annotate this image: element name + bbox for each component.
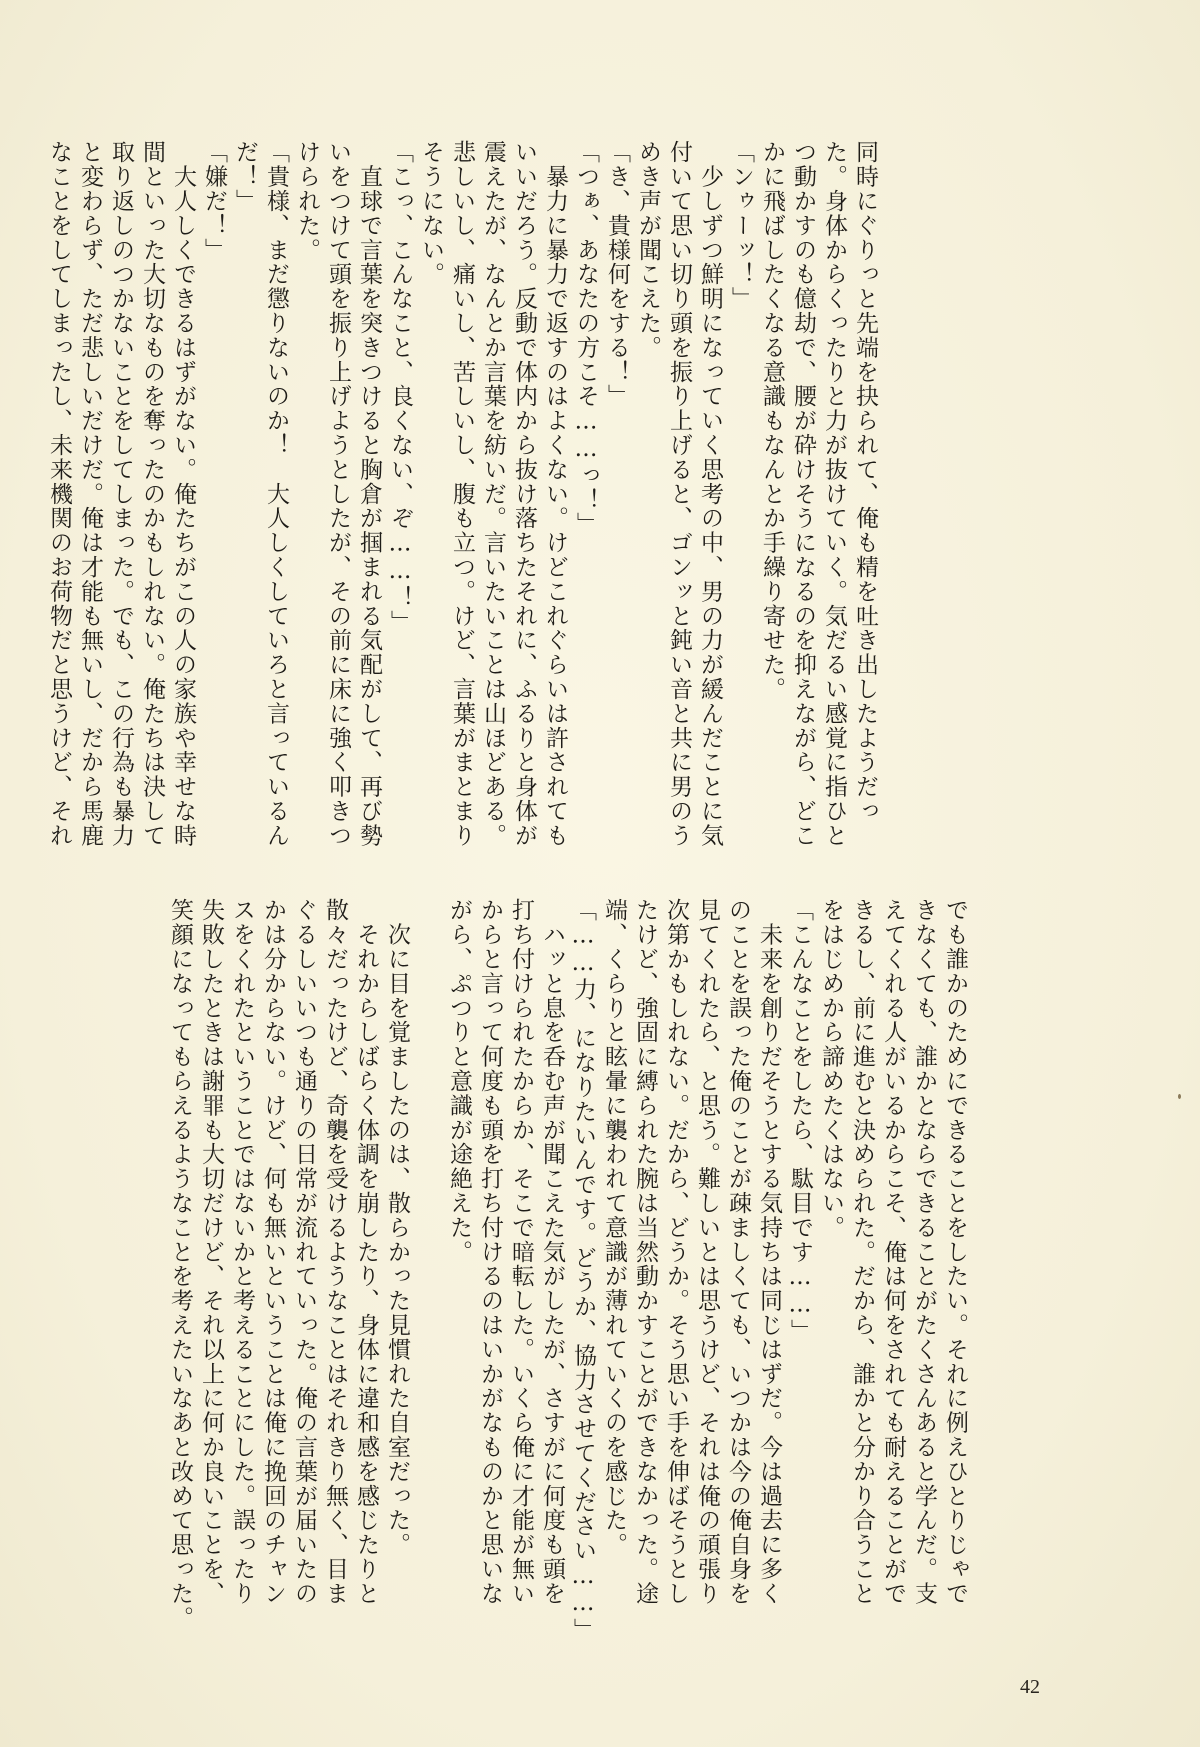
text-line: 散々だったけど、奇襲を受けるようなことはそれきり無く、目ま xyxy=(322,898,348,1606)
text-line: 直球で言葉を突きつけると胸倉が掴まれる気配がして、再び勢 xyxy=(356,140,382,848)
text-line: 間といった大切なものを奪ったのかもしれない。俺たちは決して xyxy=(139,140,165,848)
text-line: 「……力、になりたいんです。どうか、協力させてください……」 xyxy=(570,898,596,1642)
text-line: 「ンゥーッ！」 xyxy=(728,140,754,311)
text-line: 大人しくできるはずがない。俺たちがこの人の家族や幸せな時 xyxy=(170,140,196,848)
text-line: 「嫌だ！」 xyxy=(201,140,227,262)
text-line: ぐるしいいつも通りの日常が流れていった。俺の言葉が届いたの xyxy=(291,898,317,1606)
text-line: た。身体からくったりと力が抜けていく。気だるい感覚に指ひと xyxy=(821,140,847,848)
text-line: のことを誤った俺のことが疎ましくても、いつかは今の俺自身を xyxy=(725,898,751,1606)
text-line: 未来を創りだそうとする気持ちは同じはずだ。今は過去に多く xyxy=(756,898,782,1606)
text-line: と変わらず、ただ悲しいだけだ。俺は才能も無いし、だから馬鹿 xyxy=(77,140,103,848)
text-line: それからしばらく体調を崩したり、身体に違和感を感じたりと xyxy=(353,898,379,1606)
text-line: 少しずつ鮮明になっていく思考の中、男の力が緩んだことに気 xyxy=(697,140,723,848)
text-line: をはじめから諦めたくはない。 xyxy=(818,898,844,1240)
text-line: かは分からない。けど、何も無いということは俺に挽回のチャン xyxy=(260,898,286,1606)
text-line: 見てくれたら、と思う。難しいとは思うけど、それは俺の頑張り xyxy=(694,898,720,1606)
text-line: 打ち付けられたからか、そこで暗転した。いくら俺に才能が無い xyxy=(508,898,534,1606)
text-line: 「つぁ、あなたの方こそ……っ！」 xyxy=(573,140,599,537)
paper-speck xyxy=(1178,1094,1181,1099)
text-line: きなくても、誰かとならできることがたくさんあると学んだ。支 xyxy=(911,898,937,1606)
text-line: たけど、強固に縛られた腕は当然動かすことができなかった。途 xyxy=(632,898,658,1606)
top-text-column xyxy=(46,140,880,848)
text-line: いをつけて頭を振り上げようとしたが、その前に床に強く叩きつ xyxy=(325,140,351,848)
text-line: 「き、貴様何をする！」 xyxy=(604,140,630,409)
text-line: けられた。 xyxy=(294,140,320,262)
blank-line xyxy=(412,898,443,1578)
text-line: そうにない。 xyxy=(418,140,444,287)
text-line: がら、ぷつりと意識が途絶えた。 xyxy=(446,898,472,1264)
bottom-text-column xyxy=(110,898,970,1642)
text-line: 付いて思い切り頭を振り上げると、ゴンッと鈍い音と共に男のう xyxy=(666,140,692,848)
text-line: スをくれたということではないかと考えることにした。誤ったり xyxy=(229,898,255,1606)
text-line: 取り返しのつかないことをしてしまった。でも、この行為も暴力 xyxy=(108,140,134,848)
text-line: 「こっ、こんなこと、良くない、ぞ……！」 xyxy=(387,140,413,634)
text-line: ハッと息を呑む声が聞こえた気がしたが、さすがに何度も頭を xyxy=(539,898,565,1606)
text-line: きるし、前に進むと決められた。だから、誰かと分かり合うこと xyxy=(849,898,875,1606)
text-line: 笑顔になってもらえるようなことを考えたいなあと改めて思った。 xyxy=(167,898,193,1630)
text-line: 失敗したときは謝罪も大切だけど、それ以上に何か良いことを、 xyxy=(198,898,224,1606)
text-line: 暴力に暴力で返すのはよくない。けどこれぐらいは許されても xyxy=(542,140,568,848)
text-line: つ動かすのも億劫で、腰が砕けそうになるのを抑えながら、どこ xyxy=(790,140,816,848)
text-line: えてくれる人がいるからこそ、俺は何をされても耐えることがで xyxy=(880,898,906,1606)
text-line: 端、くらりと眩暈に襲われて意識が薄れていくのを感じた。 xyxy=(601,898,627,1557)
text-line: なことをしてしまったし、未来機関のお荷物だと思うけど、それ xyxy=(46,140,72,848)
text-line: めき声が聞こえた。 xyxy=(635,140,661,360)
text-line: からと言って何度も頭を打ち付けるのはいかがなものかと思いな xyxy=(477,898,503,1606)
text-line: 同時にぐりっと先端を抉られて、俺も精を吐き出したようだっ xyxy=(852,140,878,824)
text-line: かに飛ばしたくなる意識もなんとか手繰り寄せた。 xyxy=(759,140,785,702)
text-line: 次に目を覚ましたのは、散らかった見慣れた自室だった。 xyxy=(384,898,410,1557)
text-line: 次第かもしれない。だから、どうか。そう思い手を伸ばそうとし xyxy=(663,898,689,1606)
text-line: 悲しいし、痛いし、苦しいし、腹も立つ。けど、言葉がまとまり xyxy=(449,140,475,848)
text-line: 「貴様、まだ懲りないのか！ 大人しくしていろと言っているん xyxy=(263,140,289,848)
text-line: 「こんなことをしたら、駄目です……」 xyxy=(787,898,813,1344)
text-line: 震えたが、なんとか言葉を紡いだ。言いたいことは山ほどある。 xyxy=(480,140,506,848)
page-number: 42 xyxy=(1020,1676,1040,1698)
text-line: だ！」 xyxy=(232,140,258,214)
text-line: でも誰かのためにできることをしたい。それに例えひとりじゃで xyxy=(942,898,968,1606)
text-line: いいだろう。反動で体内から抜け落ちたそれに、ふるりと身体が xyxy=(511,140,537,848)
